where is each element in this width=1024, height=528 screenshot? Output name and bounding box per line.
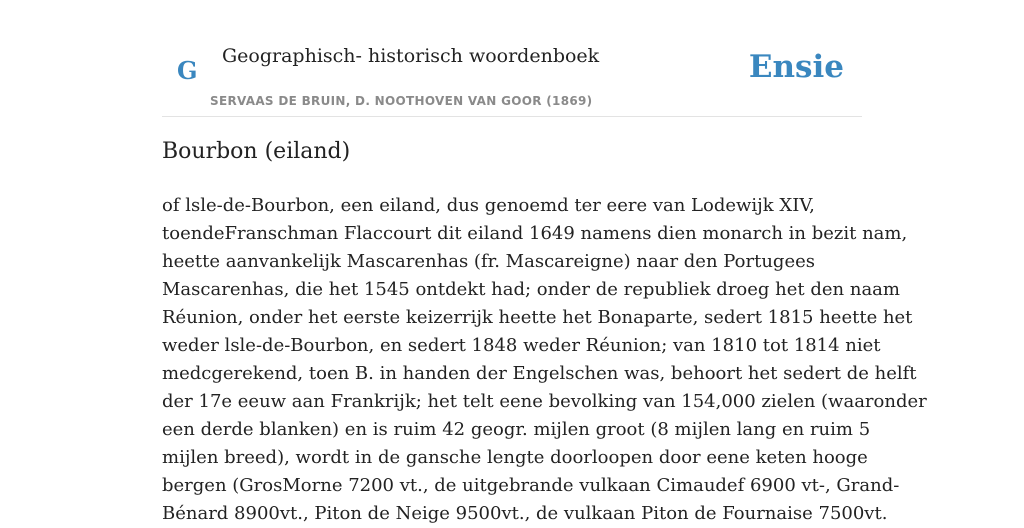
book-icon[interactable]: G: [177, 56, 198, 85]
book-title[interactable]: Geographisch- historisch woordenboek: [222, 45, 600, 67]
entry-text-line: weder lsle-de-Bourbon, en sedert 1848 weder Réunion; van 1810 tot 1814 niet: [162, 335, 881, 356]
entry-text-line: of lsle-de-Bourbon, een eiland, dus genoemd ter eere van Lodewijk XIV,: [162, 195, 815, 216]
entry-text-line: der 17e eeuw aan Frankrijk; het telt eene bevolking van 154,000 zielen (waaronder: [162, 391, 927, 412]
brand-logo[interactable]: Ensie: [748, 49, 844, 85]
entry-text-line: Bénard 8900vt., Piton de Neige 9500vt., de vulkaan Piton de Fournaise 7500vt.: [162, 503, 888, 524]
book-author: SERVAAS DE BRUIN, D. NOOTHOVEN VAN GOOR (1869): [210, 94, 593, 108]
entry-text-line: medcgerekend, toen B. in handen der Engelschen was, behoort het sedert de helft: [162, 363, 917, 384]
entry-text-line: Réunion, onder het eerste keizerrijk heette het Bonaparte, sedert 1815 heette het: [162, 307, 913, 328]
entry-text-line: een derde blanken) en is ruim 42 geogr. mijlen groot (8 mijlen lang en ruim 5: [162, 419, 871, 440]
header: [162, 0, 862, 117]
entry-text-line: Mascarenhas, die het 1545 ontdekt had; onder de republiek droeg het den naam: [162, 279, 900, 300]
entry-text-line: bergen (GrosMorne 7200 vt., de uitgebrande vulkaan Cimaudef 6900 vt-, Grand-: [162, 475, 900, 496]
entry-text-line: heette aanvankelijk Mascarenhas (fr. Mascareigne) naar den Portugees: [162, 251, 815, 272]
entry-text-line: toendeFranschman Flaccourt dit eiland 1649 namens dien monarch in bezit nam,: [162, 223, 908, 244]
entry-body: [162, 192, 927, 528]
entry-title: Bourbon (eiland): [162, 139, 351, 164]
entry-text-line: mijlen breed), wordt in de gansche lengte doorloopen door eene keten hooge: [162, 447, 868, 468]
